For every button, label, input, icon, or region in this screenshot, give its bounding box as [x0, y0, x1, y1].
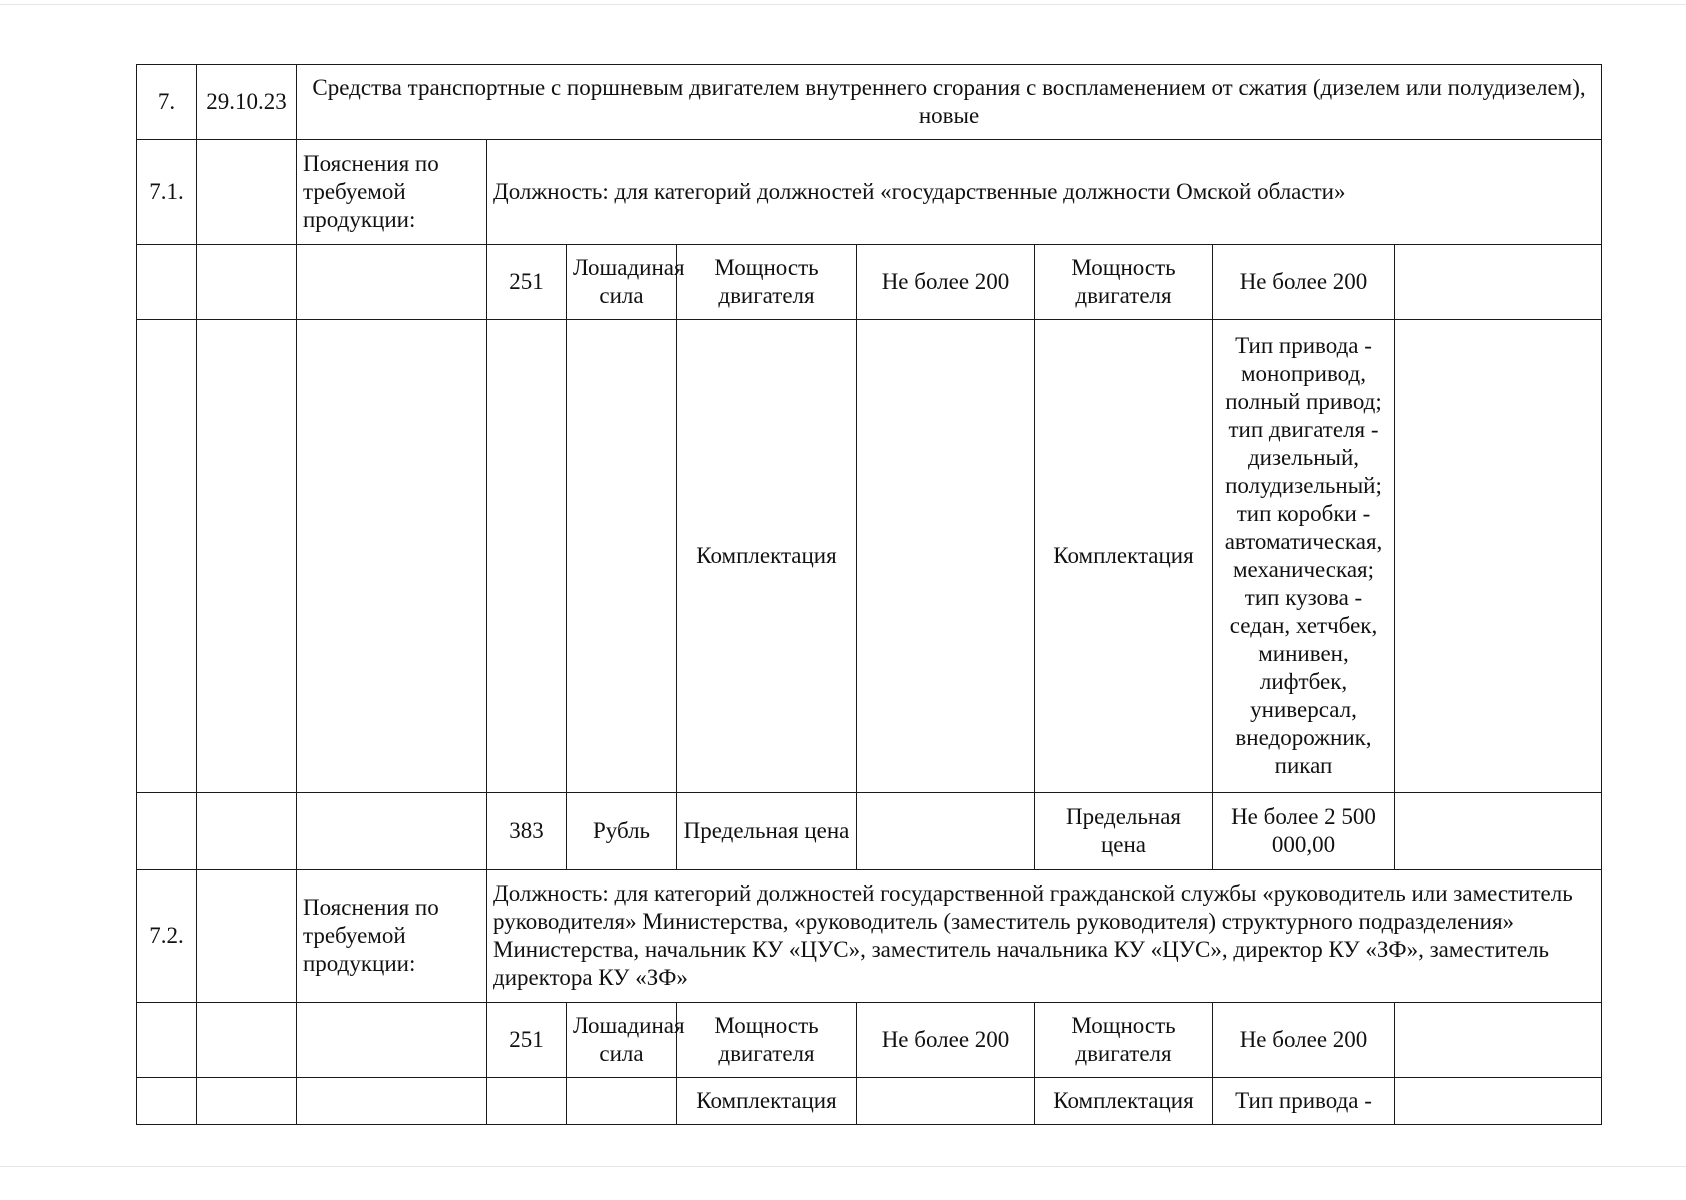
- okei-code: 383: [487, 793, 567, 870]
- subsection-number: 7.1.: [137, 140, 197, 245]
- empty-cell: [297, 1003, 487, 1078]
- characteristic-2: Комплектация: [1035, 320, 1213, 793]
- characteristic-value-2: Не более 200: [1213, 1003, 1395, 1078]
- empty-cell: [197, 245, 297, 320]
- empty-cell: [197, 870, 297, 1003]
- unit-name: [567, 1078, 677, 1125]
- characteristic-value: Не более 200: [857, 1003, 1035, 1078]
- subsection-note-row: [137, 140, 1602, 245]
- okei-code: [487, 1078, 567, 1125]
- table-row: [137, 1078, 1602, 1125]
- subsection-number: 7.2.: [137, 870, 197, 1003]
- table-row: [137, 793, 1602, 870]
- section-heading-row: [137, 65, 1602, 140]
- empty-cell: [197, 1003, 297, 1078]
- scan-artifact-top: [0, 4, 1686, 5]
- empty-cell: [297, 320, 487, 793]
- unit-name: [567, 320, 677, 793]
- characteristic-2: Мощность двигателя: [1035, 1003, 1213, 1078]
- empty-cell: [297, 245, 487, 320]
- document-sheet: [136, 64, 1602, 1125]
- empty-cell: [137, 245, 197, 320]
- empty-cell: [137, 1078, 197, 1125]
- characteristic-value-2: Не более 2 500 000,00: [1213, 793, 1395, 870]
- characteristic-value: [857, 1078, 1035, 1125]
- empty-cell: [297, 793, 487, 870]
- characteristic-value-2: Не более 200: [1213, 245, 1395, 320]
- table-row: [137, 1003, 1602, 1078]
- empty-cell: [297, 1078, 487, 1125]
- scan-artifact-bottom: [0, 1166, 1686, 1167]
- characteristic: Мощность двигателя: [677, 245, 857, 320]
- empty-cell: [137, 793, 197, 870]
- empty-cell: [197, 793, 297, 870]
- characteristic-value: [857, 320, 1035, 793]
- unit-name: Лошадиная сила: [567, 245, 677, 320]
- empty-cell: [1395, 793, 1602, 870]
- unit-name: Рубль: [567, 793, 677, 870]
- empty-cell: [1395, 1078, 1602, 1125]
- note-label: Пояснения по требуемой продукции:: [297, 140, 487, 245]
- okei-code: 251: [487, 245, 567, 320]
- characteristic-value-2: Тип привода - монопривод, полный привод; тип двигателя - дизельный, полудизельный; тип коробки - автоматическая, механическая; тип кузова - седан, хетчбек, минивен, лифтбек, универсал, внедорожник, пикап: [1213, 320, 1395, 793]
- characteristic-value: [857, 793, 1035, 870]
- section-title: Средства транспортные с поршневым двигателем внутреннего сгорания с воспламенением от сжатия (дизелем или полудизелем), новые: [297, 65, 1602, 140]
- characteristic-2: Мощность двигателя: [1035, 245, 1213, 320]
- okei-code: [487, 320, 567, 793]
- note-text: Должность: для категорий должностей «государственные должности Омской области»: [487, 140, 1602, 245]
- table-row: [137, 245, 1602, 320]
- section-code: 29.10.23: [197, 65, 297, 140]
- empty-cell: [1395, 1003, 1602, 1078]
- section-number: 7.: [137, 65, 197, 140]
- okei-code: 251: [487, 1003, 567, 1078]
- table-row: [137, 320, 1602, 793]
- characteristic-2: Комплектация: [1035, 1078, 1213, 1125]
- characteristic-value: Не более 200: [857, 245, 1035, 320]
- note-text: Должность: для категорий должностей государственной гражданской службы «руководитель или заместитель руководителя» Министерства, «руководитель (заместитель руководителя) структурного подразделения» Министерства, начальник КУ «ЦУС», заместитель начальника КУ «ЦУС», директор КУ «ЗФ», заместитель директора КУ «ЗФ»: [487, 870, 1602, 1003]
- empty-cell: [137, 1003, 197, 1078]
- characteristic-value-2: Тип привода -: [1213, 1078, 1395, 1125]
- characteristic: Комплектация: [677, 320, 857, 793]
- empty-cell: [197, 320, 297, 793]
- note-label: Пояснения по требуемой продукции:: [297, 870, 487, 1003]
- characteristic: Комплектация: [677, 1078, 857, 1125]
- characteristic: Предельная цена: [677, 793, 857, 870]
- empty-cell: [1395, 245, 1602, 320]
- empty-cell: [197, 140, 297, 245]
- unit-name: Лошадиная сила: [567, 1003, 677, 1078]
- characteristic-2: Предельная цена: [1035, 793, 1213, 870]
- characteristic: Мощность двигателя: [677, 1003, 857, 1078]
- subsection-note-row: [137, 870, 1602, 1003]
- requirements-table: [136, 64, 1602, 1125]
- empty-cell: [197, 1078, 297, 1125]
- empty-cell: [1395, 320, 1602, 793]
- empty-cell: [137, 320, 197, 793]
